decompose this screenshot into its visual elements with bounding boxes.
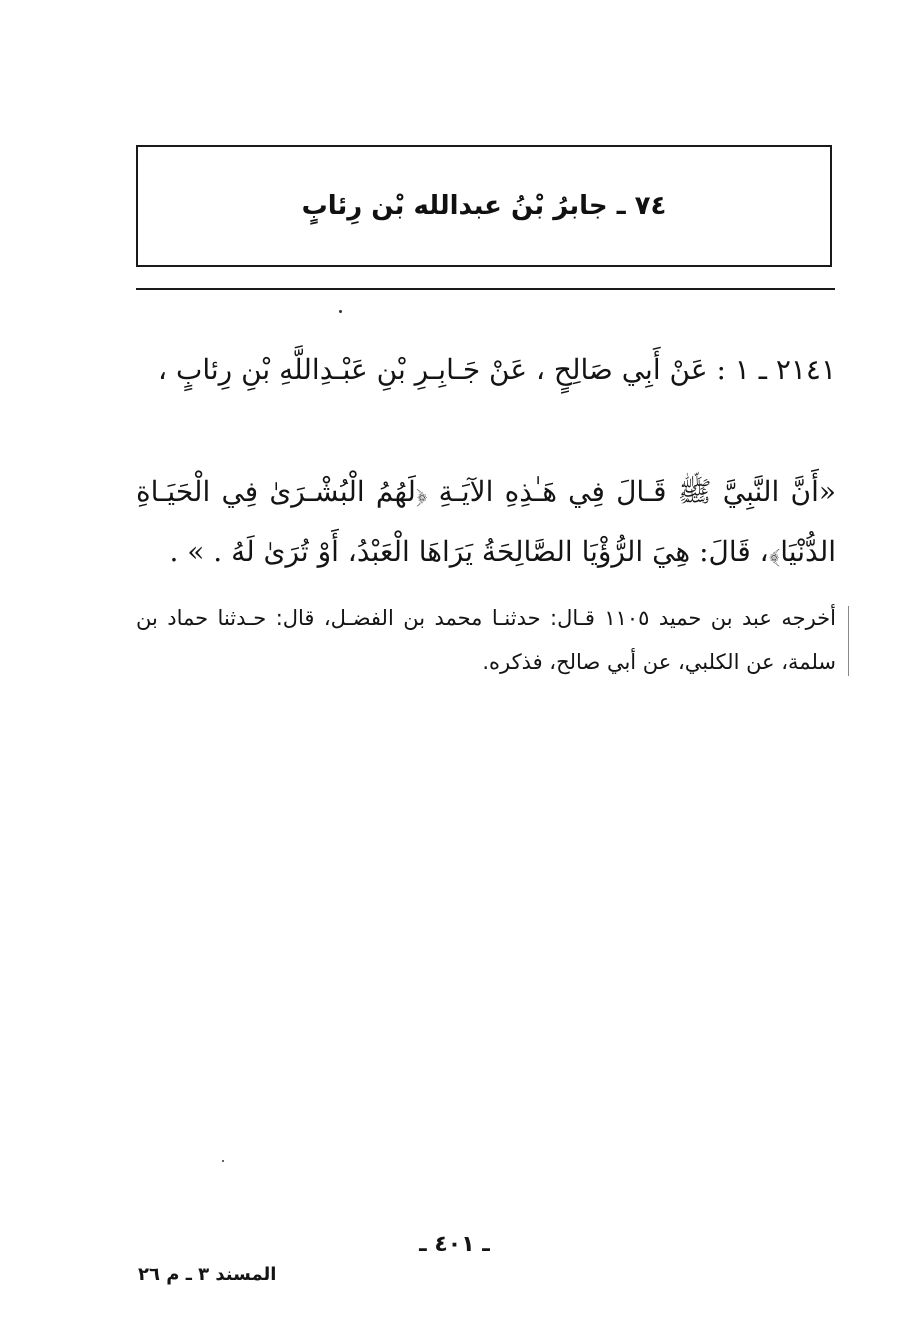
hadith-matn: «أَنَّ النَّبِيَّ ﷺ قَـالَ فِي هَـٰذِهِ الآيَـةِ ﴿لَهُمُ الْبُشْـرَىٰ فِي الْحَيَـاةِ الدُّنْيَا﴾، قَالَ: هِيَ الرُّؤْيَا الصَّالِحَةُ يَرَاهَا الْعَبْدُ، أَوْ تُرَىٰ لَهُ . » . — [136, 475, 836, 568]
takhrij-footnote: أخرجه عبد بن حميد ١١٠٥ قـال: حدثنـا محمد بن الفضـل، قال: حـدثنا حماد بن سلمة، عن الكلبي، عن أبي صالح، فذكره. — [136, 606, 836, 674]
print-speck — [339, 310, 342, 313]
page-number: ـ ٤٠١ ـ — [419, 1232, 490, 1257]
header-divider — [136, 288, 835, 290]
print-speck — [222, 1160, 224, 1162]
chapter-title: ٧٤ ـ جابرُ بْنُ عبدالله بْن رِئابٍ — [301, 191, 667, 221]
signature-mark: المسند ٣ ـ م ٢٦ — [138, 1264, 277, 1285]
chapter-title-box — [136, 145, 832, 267]
hadith-isnad: ٢١٤١ ـ ١ : عَنْ أَبِي صَالِحٍ ، عَنْ جَـابِـرِ بْنِ عَبْـدِاللَّهِ بْنِ رِئابٍ ، — [158, 353, 836, 386]
margin-mark — [848, 606, 849, 676]
